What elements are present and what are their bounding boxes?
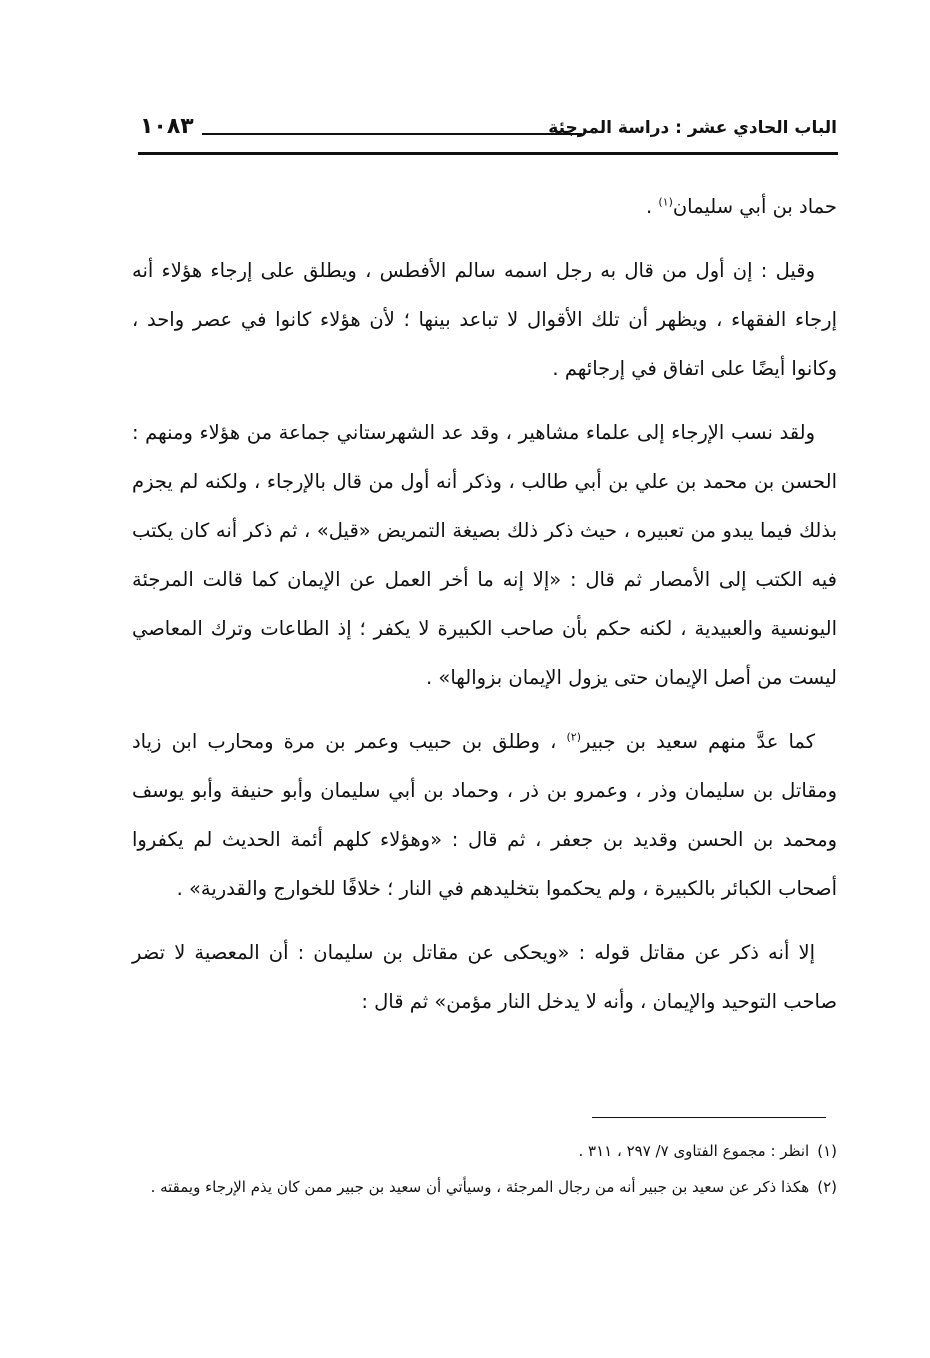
footnote-ref-1: (١): [658, 195, 673, 209]
paragraph-3: [132, 408, 837, 702]
paragraph-text: كما عدَّ منهم سعيد بن جبير: [581, 730, 815, 753]
paragraph-text: ، وطلق بن حبيب وعمر بن مرة ومحارب ابن زياد ومقاتل بن سليمان وذر ، وعمرو بن ذر ، وحماد بن أبي سليمان وأبو حنيفة وأبو يوسف ومحمد بن الحسن وقديد بن جعفر ، ثم قال : «وهؤلاء كلهم أئمة الحديث لم يكفروا أصحاب الكبائر بالكبيرة ، ولم يحكموا بتخليدهم في النار ؛ خلافًا للخوارج والقدرية» .: [132, 730, 837, 900]
header-rule: [138, 152, 838, 155]
footnote-number: (٢): [817, 1178, 837, 1196]
footnotes: [140, 1136, 837, 1208]
paragraph-5: [132, 928, 837, 1026]
paragraph-4: [132, 717, 837, 913]
footnote-text: هكذا ذكر عن سعيد بن جبير أنه من رجال المرجئة ، وسيأتي أن سعيد بن جبير ممن كان يذم الإرجاء ويمقته .: [150, 1178, 810, 1196]
paragraph-text: حماد بن أبي سليمان: [672, 195, 837, 218]
paragraph-text: إلا أنه ذكر عن مقاتل قوله : «ويحكى عن مقاتل بن سليمان : أن المعصية لا تضر صاحب التوحيد والإيمان ، وأنه لا يدخل النار مؤمن» ثم قال :: [132, 941, 837, 1013]
footnote-ref-2: (٢): [566, 730, 581, 744]
paragraph-2: [132, 246, 837, 393]
page-header: [140, 112, 837, 152]
page-number: ١٠٨٣: [140, 114, 194, 139]
footnote-separator: [592, 1117, 826, 1118]
paragraph-text: وقيل : إن أول من قال به رجل اسمه سالم الأفطس ، ويطلق على إرجاء هؤلاء أنه إرجاء الفقهاء ، ويظهر أن تلك الأقوال لا تباعد بينها ؛ لأن هؤلاء كانوا في عصر واحد ، وكانوا أيضًا على اتفاق في إرجائهم .: [132, 259, 837, 380]
paragraph-1: [132, 182, 837, 231]
footnote-2: [140, 1172, 837, 1202]
footnote-text: انظر : مجموع الفتاوى ٧/ ٢٩٧ ، ٣١١ .: [578, 1142, 810, 1160]
paragraph-text: .: [645, 195, 659, 218]
header-dash-line: [202, 133, 582, 135]
paragraph-text: ولقد نسب الإرجاء إلى علماء مشاهير ، وقد عد الشهرستاني جماعة من هؤلاء ومنهم : الحسن بن محمد بن علي بن أبي طالب ، وذكر أنه أول من قال بالإرجاء ، ولكنه لم يجزم بذلك فيما يبدو من تعبيره ، حيث ذكر ذلك بصيغة التمريض «قيل» ، ثم ذكر أنه كان يكتب فيه الكتب إلى الأمصار ثم قال : «إلا إنه ما أخر العمل عن الإيمان كما قالت المرجئة اليونسية والعبيدية ، لكنه حكم بأن صاحب الكبيرة لا يكفر ؛ إذ الطاعات وترك المعاصي ليست من أصل الإيمان حتى يزول الإيمان بزوالها» .: [132, 421, 837, 689]
footnote-1: [140, 1136, 837, 1166]
running-title: الباب الحادي عشر : دراسة المرجئة: [548, 118, 837, 138]
footnote-number: (١): [817, 1142, 837, 1160]
main-text: [132, 182, 837, 1041]
